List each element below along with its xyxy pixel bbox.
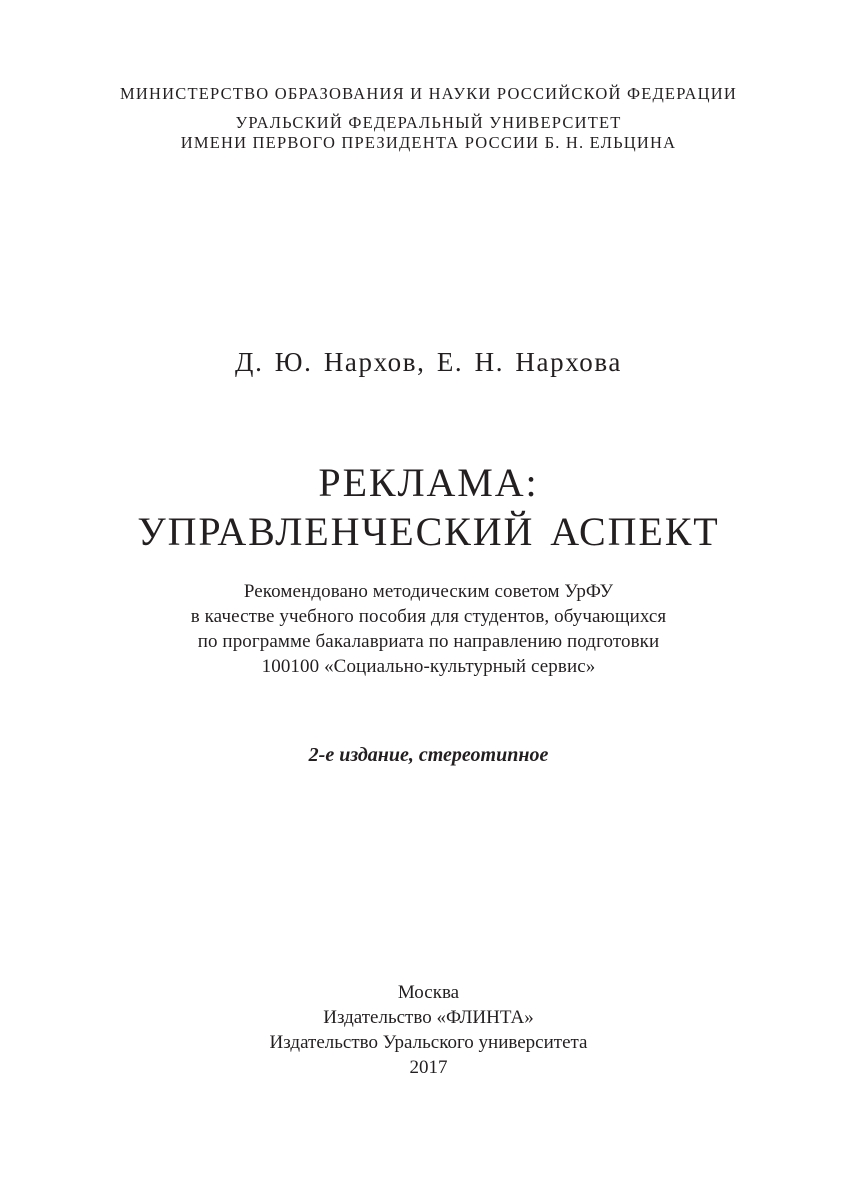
university-line-1: УРАЛЬСКИЙ ФЕДЕРАЛЬНЫЙ УНИВЕРСИТЕТ	[235, 113, 622, 132]
university-line-2: ИМЕНИ ПЕРВОГО ПРЕЗИДЕНТА РОССИИ Б. Н. ЕЛЬЦИНА	[180, 133, 677, 152]
authors: Д. Ю. Нархов, Е. Н. Нархова	[235, 347, 622, 377]
edition-note: 2-е издание, стереотипное	[308, 744, 549, 766]
title-line-2: УПРАВЛЕНЧЕСКИЙ АСПЕКТ	[137, 509, 720, 554]
recommendation-line-4: 100100 «Социально-культурный сервис»	[261, 656, 596, 677]
recommendation-line-1: Рекомендовано методическим советом УрФУ	[243, 581, 614, 602]
recommendation-line-3: по программе бакалавриата по направлению подготовки	[197, 631, 660, 652]
ministry-line: МИНИСТЕРСТВО ОБРАЗОВАНИЯ И НАУКИ РОССИЙСКОЙ ФЕДЕРАЦИИ	[120, 84, 737, 103]
imprint-year: 2017	[409, 1057, 448, 1078]
imprint-publisher-2: Издательство Уральского университета	[269, 1032, 588, 1053]
imprint-publisher-1: Издательство «ФЛИНТА»	[323, 1007, 534, 1028]
recommendation-line-2: в качестве учебного пособия для студентов, обучающихся	[190, 606, 667, 627]
title-line-1: РЕКЛАМА:	[318, 460, 539, 505]
imprint-city: Москва	[397, 982, 460, 1003]
